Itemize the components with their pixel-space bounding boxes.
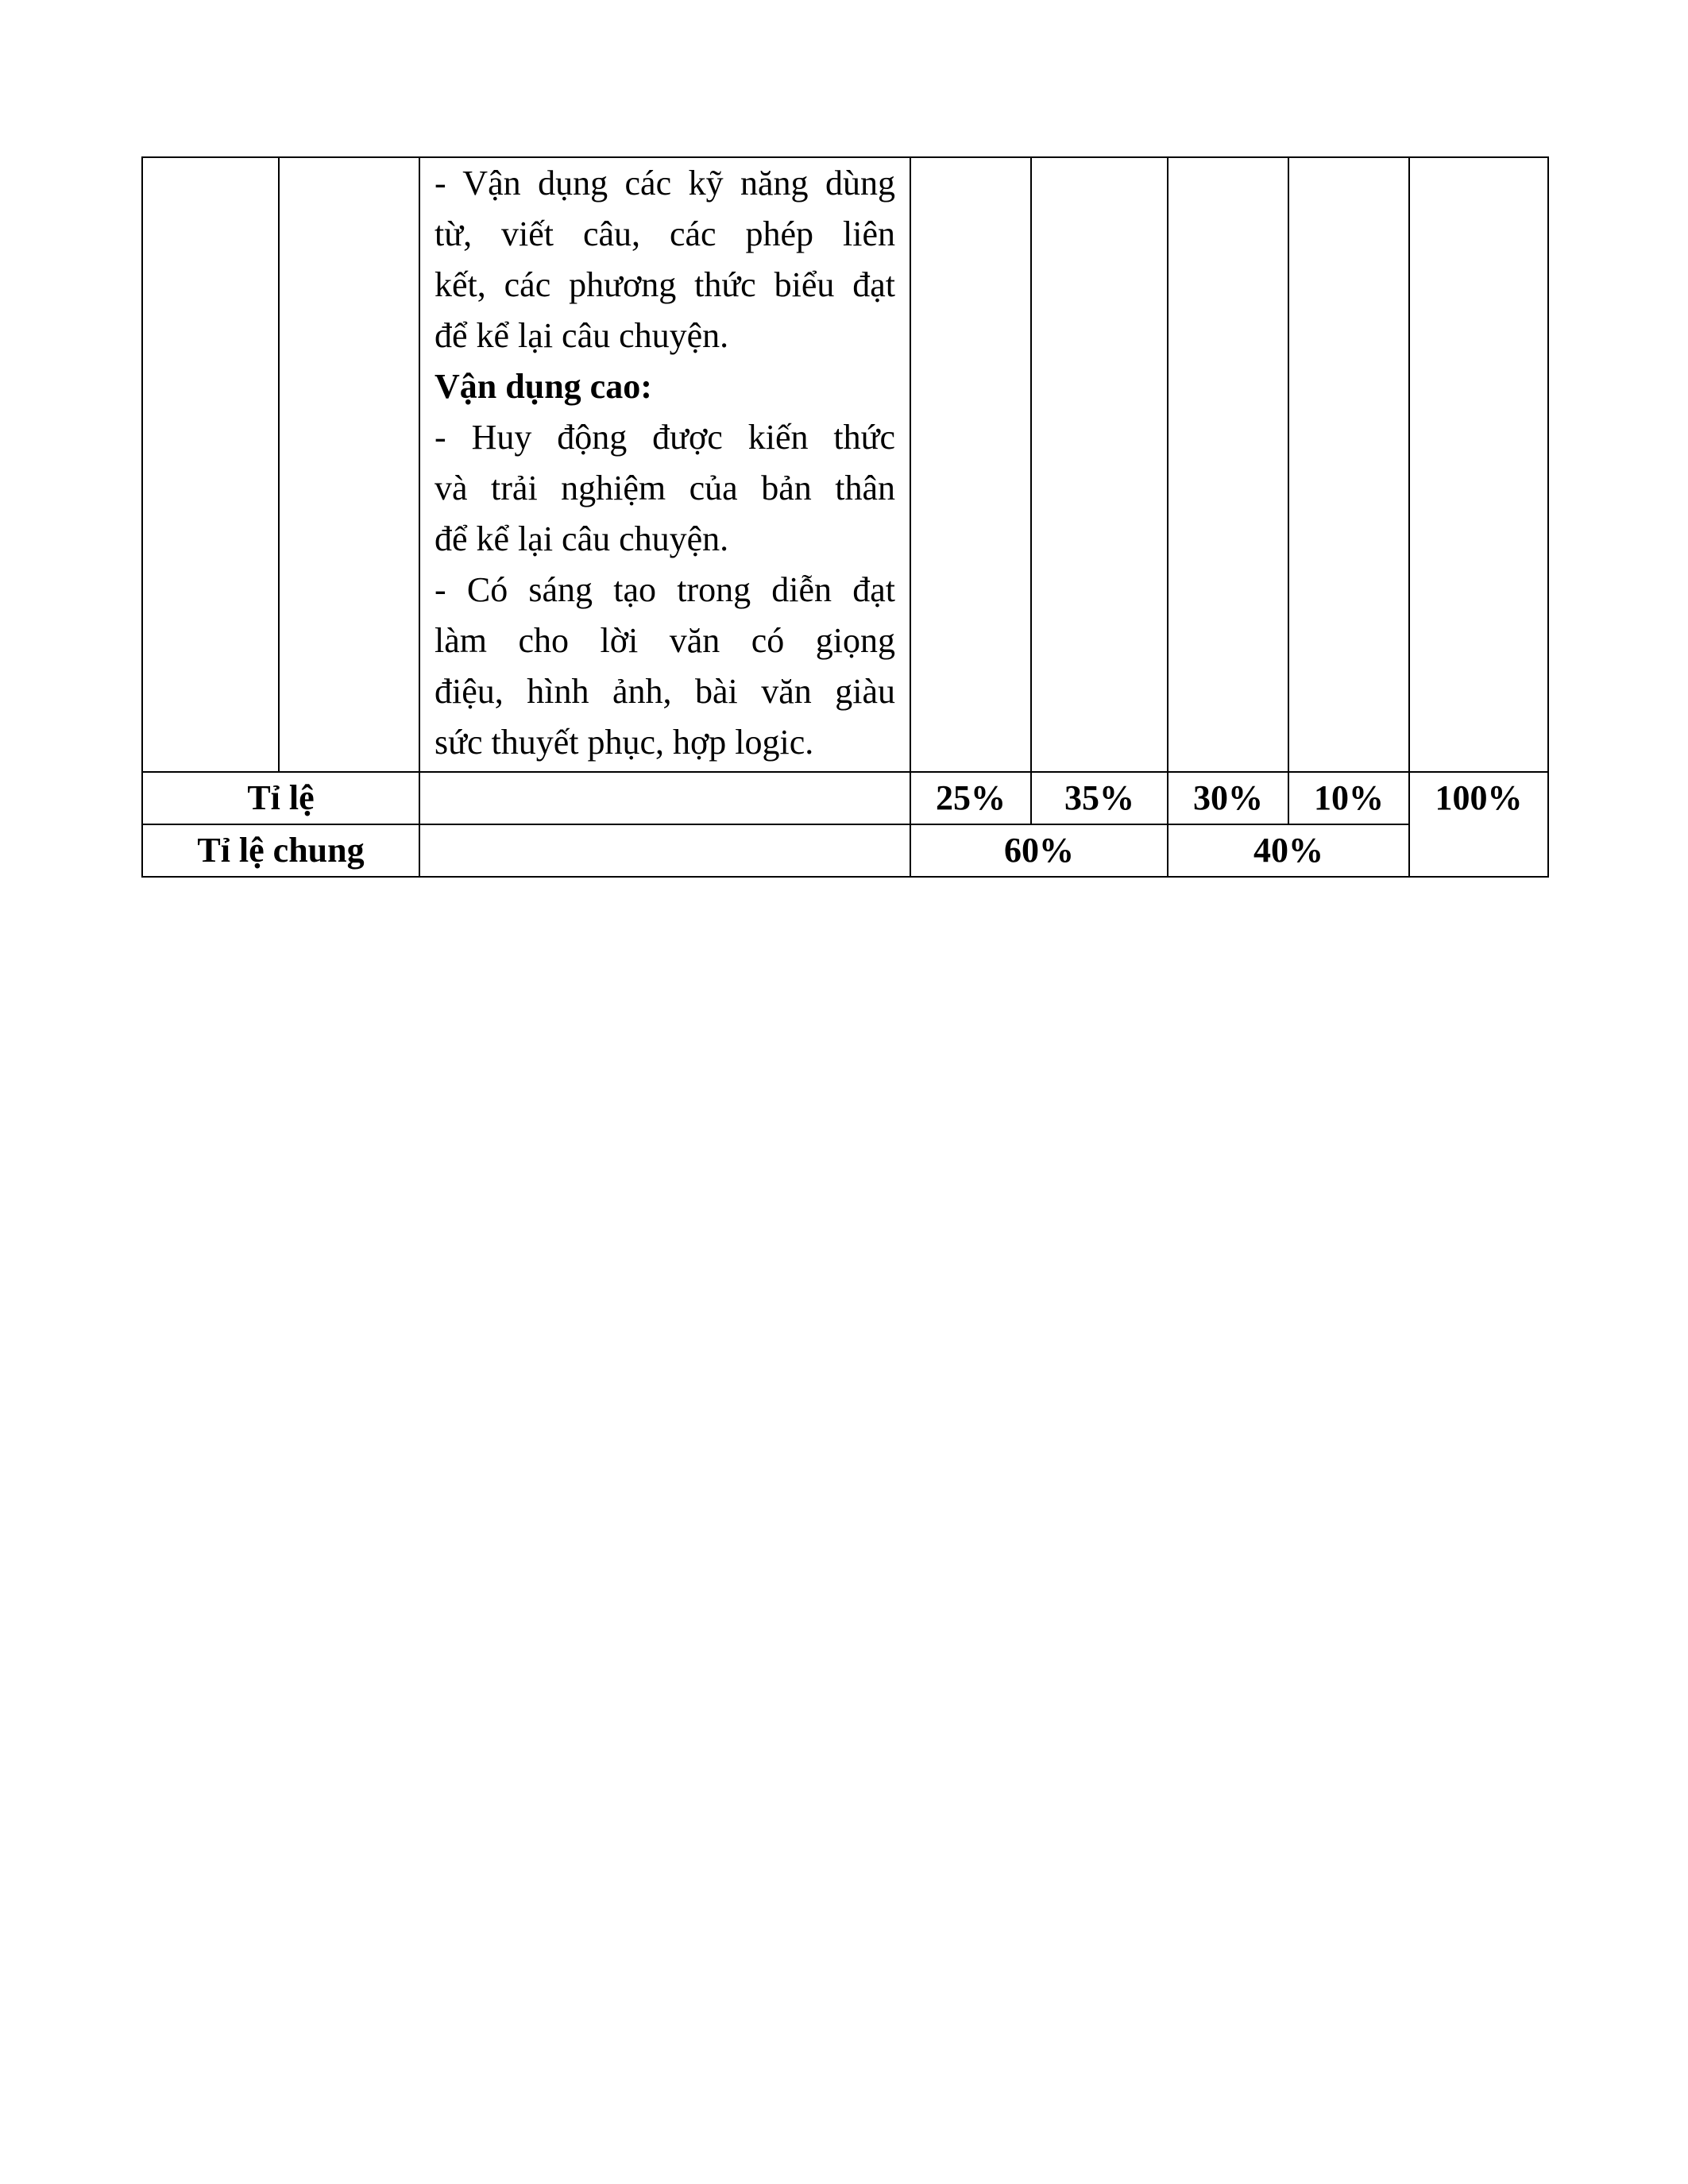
table-row-description <box>142 157 1548 772</box>
empty-cell-col1 <box>142 157 279 772</box>
empty-cell-col4 <box>910 157 1031 772</box>
assessment-matrix-table <box>141 156 1549 878</box>
empty-cell-col7 <box>1288 157 1409 772</box>
description-line: kết, các phương thức biểu đạt <box>435 265 895 304</box>
description-line: từ, viết câu, các phép liên <box>435 214 895 253</box>
empty-cell-col8 <box>1409 157 1548 772</box>
table-row-ratio <box>142 772 1548 824</box>
general-ratio-group2: 40% <box>1168 824 1409 877</box>
description-line: sức thuyết phục, hợp logic. <box>435 723 814 762</box>
empty-cell-col6 <box>1168 157 1288 772</box>
ratio-label: Tỉ lệ <box>142 772 419 824</box>
ratio-value: 35% <box>1031 772 1168 824</box>
general-ratio-group1: 60% <box>910 824 1168 877</box>
description-line: để kể lại câu chuyện. <box>435 519 729 558</box>
empty-cell-col5 <box>1031 157 1168 772</box>
description-line: để kể lại câu chuyện. <box>435 316 729 355</box>
empty-cell-col2 <box>279 157 419 772</box>
description-heading: Vận dụng cao: <box>435 367 652 406</box>
description-line: - Vận dụng các kỹ năng dùng <box>435 164 895 203</box>
description-line: điệu, hình ảnh, bài văn giàu <box>435 672 895 711</box>
general-ratio-label: Tỉ lệ chung <box>142 824 419 877</box>
general-ratio-empty-cell <box>419 824 910 877</box>
ratio-total: 100% <box>1409 772 1548 877</box>
description-line: và trải nghiệm của bản thân <box>435 469 895 507</box>
ratio-empty-cell <box>419 772 910 824</box>
table-row-general-ratio <box>142 824 1548 877</box>
ratio-value: 25% <box>910 772 1031 824</box>
description-cell <box>419 157 910 772</box>
description-line: - Huy động được kiến thức <box>435 418 895 457</box>
description-line: làm cho lời văn có giọng <box>435 621 895 660</box>
ratio-value: 10% <box>1288 772 1409 824</box>
description-line: - Có sáng tạo trong diễn đạt <box>435 570 895 609</box>
ratio-value: 30% <box>1168 772 1288 824</box>
